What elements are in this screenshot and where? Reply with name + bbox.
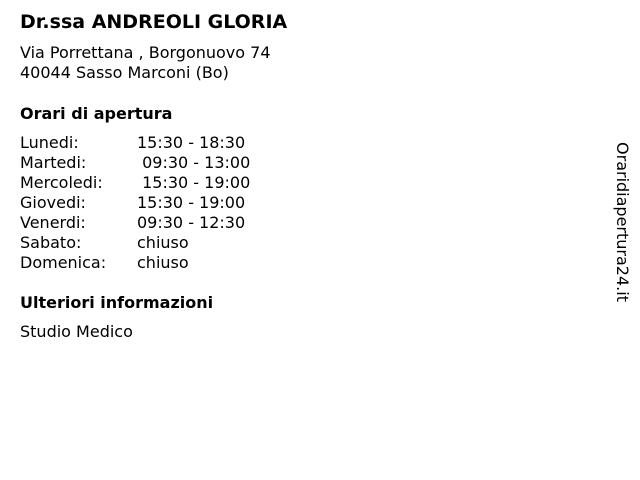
day-hours: chiuso xyxy=(137,253,189,272)
day-hours: chiuso xyxy=(137,233,189,252)
address-block xyxy=(20,43,600,83)
hours-row-monday xyxy=(20,133,600,153)
day-label: Giovedi: xyxy=(20,193,86,212)
opening-hours-table xyxy=(20,133,600,273)
more-info-text: Studio Medico xyxy=(20,322,133,341)
address-city: 40044 Sasso Marconi (Bo) xyxy=(20,63,229,82)
opening-hours-heading: Orari di apertura xyxy=(20,104,173,123)
day-label: Venerdi: xyxy=(20,213,86,232)
day-label: Mercoledi: xyxy=(20,173,103,192)
site-watermark: Oraridiapertura24.it xyxy=(613,142,632,302)
page-title: Dr.ssa ANDREOLI GLORIA xyxy=(20,11,288,33)
hours-row-saturday xyxy=(20,233,600,253)
hours-row-wednesday xyxy=(20,173,600,193)
hours-row-tuesday xyxy=(20,153,600,173)
day-hours: 09:30 - 12:30 xyxy=(137,213,246,232)
day-label: Sabato: xyxy=(20,233,82,252)
day-label: Martedi: xyxy=(20,153,87,172)
address-street: Via Porrettana , Borgonuovo 74 xyxy=(20,43,271,62)
hours-row-sunday xyxy=(20,253,600,273)
day-hours: 15:30 - 18:30 xyxy=(137,133,246,152)
day-hours: 15:30 - 19:00 xyxy=(137,193,246,212)
day-label: Domenica: xyxy=(20,253,107,272)
day-hours: 15:30 - 19:00 xyxy=(137,173,251,192)
hours-row-friday xyxy=(20,213,600,233)
hours-row-thursday xyxy=(20,193,600,213)
day-hours: 09:30 - 13:00 xyxy=(137,153,251,172)
day-label: Lunedi: xyxy=(20,133,79,152)
business-card xyxy=(20,8,600,342)
more-info-heading: Ulteriori informazioni xyxy=(20,293,214,312)
